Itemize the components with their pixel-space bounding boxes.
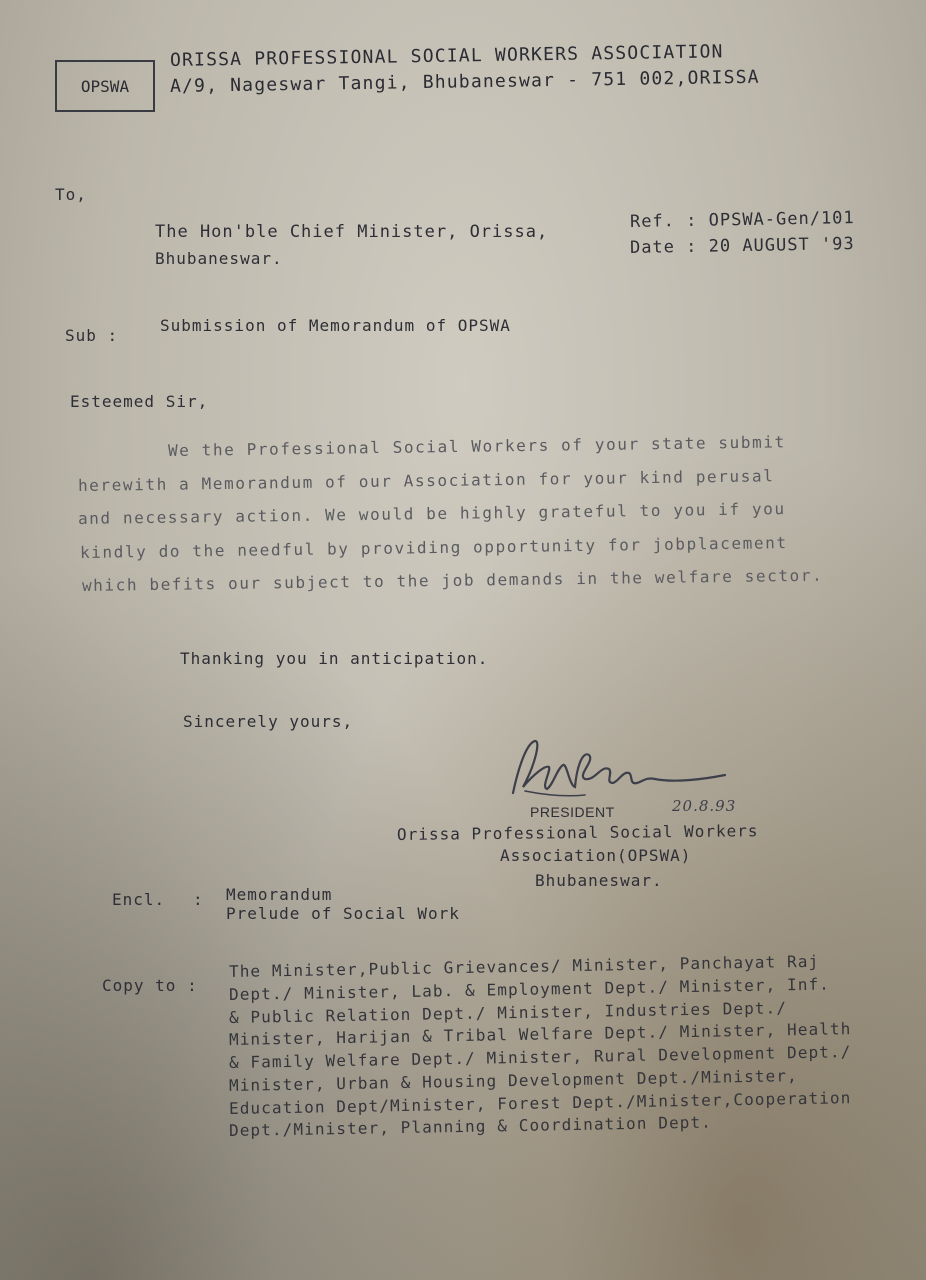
body-line: and necessary action. We would be highly grateful to you if you <box>77 499 786 528</box>
copy-to-label: Copy to : <box>102 976 198 995</box>
greeting: Esteemed Sir, <box>70 392 209 411</box>
signatory-org-line1: Orissa Professional Social Workers <box>396 821 759 844</box>
enclosure-item: Memorandum <box>226 885 333 904</box>
enclosures-label: Encl. <box>112 890 166 909</box>
subject-label: Sub : <box>65 326 119 345</box>
body-line: We the Professional Social Workers of your state submit <box>167 432 786 460</box>
signatory-org-line2: Association(OPSWA) <box>500 846 692 865</box>
closing-line: Sincerely yours, <box>183 712 354 731</box>
date-value: 20 AUGUST '93 <box>708 234 855 257</box>
copy-to-line: & Family Welfare Dept./ Minister, Rural Development Dept./ <box>228 1042 852 1072</box>
signatory-title: PRESIDENT <box>530 804 615 820</box>
org-address: A/9, Nageswar Tangi, Bhubaneswar - 751 002,ORISSA <box>169 66 760 97</box>
logo-text: OPSWA <box>80 76 130 96</box>
ref-row <box>630 208 855 232</box>
body-line: which befits our subject to the job demands in the welfare sector. <box>81 565 824 595</box>
ref-label: Ref. : <box>629 210 698 232</box>
signatory-org-line3: Bhubaneswar. <box>535 871 663 890</box>
recipient-line2: Bhubaneswar. <box>155 249 283 268</box>
subject-text: Submission of Memorandum of OPSWA <box>160 316 511 335</box>
ref-value: OPSWA-Gen/101 <box>708 208 855 231</box>
recipient-line1: The Hon'ble Chief Minister, Orissa, <box>155 222 549 242</box>
org-name: ORISSA PROFESSIONAL SOCIAL WORKERS ASSOCIATION <box>169 41 724 71</box>
copy-to-line: The Minister,Public Grievances/ Minister, Panchayat Raj <box>228 951 820 981</box>
copy-to-line: Dept./ Minister, Lab. & Employment Dept./ Minister, Inf. <box>228 974 831 1004</box>
date-label: Date : <box>629 236 698 258</box>
signature-date: 20.8.93 <box>672 797 737 815</box>
enclosure-item: Prelude of Social Work <box>226 904 460 923</box>
copy-to-line: Minister, Urban & Housing Development Dept./Minister, <box>228 1066 798 1095</box>
to-label: To, <box>55 185 87 204</box>
copy-to-line: Dept./Minister, Planning & Coordination Dept. <box>228 1112 713 1140</box>
thanks-line: Thanking you in anticipation. <box>180 649 489 668</box>
body-line: kindly do the needful by providing opportunity for jobplacement <box>79 533 788 562</box>
date-row <box>630 234 855 258</box>
opswa-logo-box <box>55 60 155 112</box>
copy-to-line: & Public Relation Dept./ Minister, Industries Dept./ <box>228 998 788 1027</box>
copy-to-line: Education Dept/Minister, Forest Dept./Minister,Cooperation <box>228 1088 852 1118</box>
copy-to-line: Minister, Harijan & Tribal Welfare Dept./ Minister, Health <box>228 1019 852 1049</box>
logo-divider <box>153 62 155 106</box>
enclosures-colon: : <box>193 890 204 909</box>
body-line: herewith a Memorandum of our Association for your kind perusal <box>77 466 775 495</box>
